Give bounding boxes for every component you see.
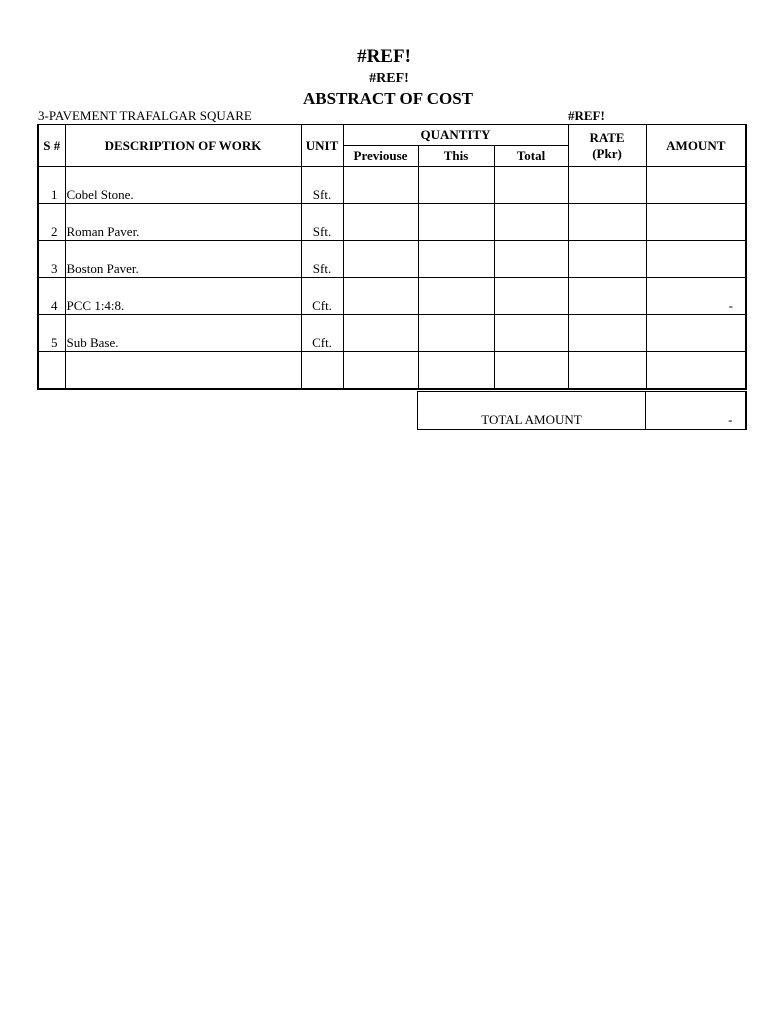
row-quantity-total <box>494 241 568 278</box>
abstract-heading: ABSTRACT OF COST <box>302 89 474 108</box>
rate-unit-label: (Pkr) <box>592 145 622 161</box>
document-subtitle: #REF! <box>369 71 409 86</box>
row-amount <box>646 241 746 278</box>
row-unit: Sft. <box>301 241 343 278</box>
row-amount <box>646 352 746 390</box>
row-quantity-total <box>494 278 568 315</box>
column-header-total: Total <box>494 146 568 167</box>
row-quantity-total <box>494 352 568 390</box>
row-quantity-total <box>494 167 568 204</box>
row-rate <box>568 167 646 204</box>
row-unit: Cft. <box>301 315 343 352</box>
row-quantity-this <box>418 167 494 204</box>
column-header-previous: Previouse <box>343 146 418 167</box>
row-quantity-previous <box>343 278 418 315</box>
row-quantity-this <box>418 204 494 241</box>
row-rate <box>568 204 646 241</box>
total-amount-label: TOTAL AMOUNT <box>418 392 646 430</box>
table-row <box>38 352 746 390</box>
total-amount-value: - <box>646 392 746 430</box>
row-quantity-this <box>418 315 494 352</box>
row-serial-number: 1 <box>38 167 65 204</box>
document-title: #REF! <box>357 46 411 67</box>
row-description: Sub Base. <box>65 315 301 352</box>
row-amount <box>646 204 746 241</box>
column-header-sn: S # <box>38 125 65 167</box>
row-quantity-total <box>494 315 568 352</box>
row-unit: Sft. <box>301 204 343 241</box>
total-amount-table <box>417 391 747 430</box>
row-serial-number: 3 <box>38 241 65 278</box>
row-description <box>65 352 301 390</box>
reference-label: #REF! <box>568 108 605 123</box>
table-row <box>38 241 746 278</box>
row-unit: Cft. <box>301 278 343 315</box>
row-quantity-this <box>418 352 494 390</box>
row-rate <box>568 315 646 352</box>
row-amount <box>646 315 746 352</box>
project-name: 3-PAVEMENT TRAFALGAR SQUARE <box>38 108 252 123</box>
rate-label: RATE <box>589 129 625 145</box>
table-body <box>38 167 746 390</box>
row-description: Roman Paver. <box>65 204 301 241</box>
row-rate <box>568 278 646 315</box>
row-serial-number: 4 <box>38 278 65 315</box>
row-quantity-this <box>418 278 494 315</box>
row-quantity-total <box>494 204 568 241</box>
table-row <box>38 204 746 241</box>
column-header-description: DESCRIPTION OF WORK <box>65 125 301 167</box>
row-serial-number: 2 <box>38 204 65 241</box>
row-description: PCC 1:4:8. <box>65 278 301 315</box>
column-header-rate <box>568 125 646 167</box>
row-quantity-previous <box>343 167 418 204</box>
row-quantity-previous <box>343 241 418 278</box>
row-quantity-previous <box>343 315 418 352</box>
column-header-this: This <box>418 146 494 167</box>
row-amount <box>646 167 746 204</box>
table-row <box>38 167 746 204</box>
row-unit: Sft. <box>301 167 343 204</box>
row-rate <box>568 352 646 390</box>
column-header-unit: UNIT <box>301 125 343 167</box>
row-quantity-previous <box>343 204 418 241</box>
row-quantity-this <box>418 241 494 278</box>
row-serial-number <box>38 352 65 390</box>
row-unit <box>301 352 343 390</box>
column-header-quantity: QUANTITY <box>343 125 568 146</box>
column-header-amount: AMOUNT <box>646 125 746 167</box>
table-row <box>38 278 746 315</box>
table-row <box>38 315 746 352</box>
row-amount: - <box>646 278 746 315</box>
row-quantity-previous <box>343 352 418 390</box>
abstract-table <box>37 124 747 390</box>
row-description: Cobel Stone. <box>65 167 301 204</box>
row-description: Boston Paver. <box>65 241 301 278</box>
row-serial-number: 5 <box>38 315 65 352</box>
row-rate <box>568 241 646 278</box>
